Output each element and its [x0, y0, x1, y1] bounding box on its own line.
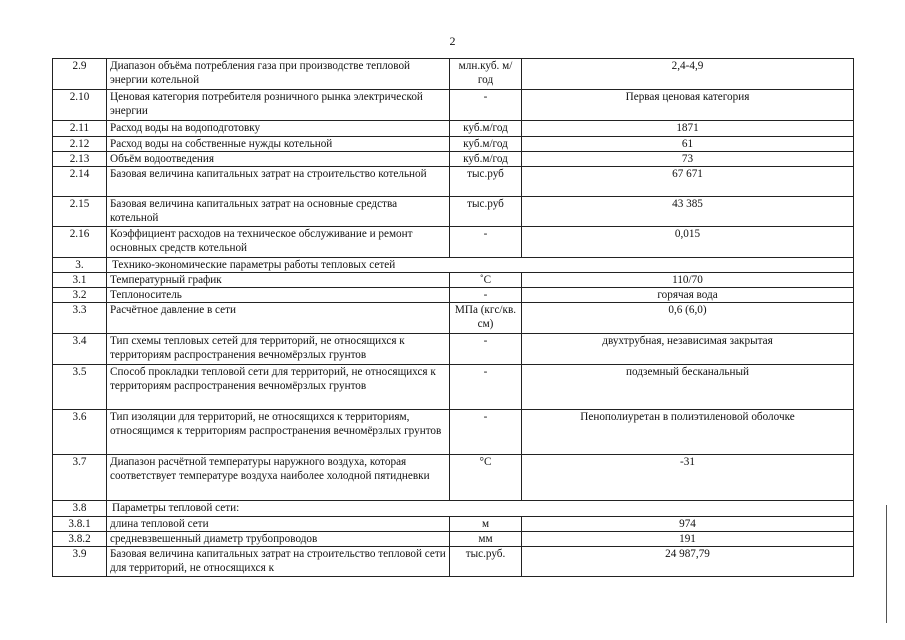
row-unit: куб.м/год — [450, 137, 522, 152]
row-number: 2.11 — [53, 121, 107, 137]
row-value: 43 385 — [522, 197, 854, 227]
row-value: 110/70 — [522, 273, 854, 288]
row-description: Расход воды на водоподготовку — [107, 121, 450, 137]
row-description: Теплоноситель — [107, 288, 450, 303]
table-row — [53, 365, 854, 410]
row-description: средневзвешенный диаметр трубопроводов — [107, 532, 450, 547]
row-number: 2.16 — [53, 227, 107, 258]
section-title: Технико-экономические параметры работы тепловых сетей — [107, 258, 854, 273]
row-description: Температурный график — [107, 273, 450, 288]
row-number: 3.1 — [53, 273, 107, 288]
row-number: 3.9 — [53, 547, 107, 577]
row-unit: - — [450, 288, 522, 303]
row-value: Первая ценовая категория — [522, 90, 854, 121]
row-description: Ценовая категория потребителя розничного рынка электрической энергии — [107, 90, 450, 121]
row-number: 2.9 — [53, 59, 107, 90]
row-value: -31 — [522, 455, 854, 501]
row-value: 974 — [522, 517, 854, 532]
row-value: 191 — [522, 532, 854, 547]
row-value: подземный бесканальный — [522, 365, 854, 410]
row-unit: ˚С — [450, 273, 522, 288]
row-value: 61 — [522, 137, 854, 152]
row-description: Диапазон объёма потребления газа при производстве тепловой энергии котельной — [107, 59, 450, 90]
section-title: Параметры тепловой сети: — [107, 501, 854, 517]
table-body — [53, 59, 854, 577]
row-description: Тип схемы тепловых сетей для территорий, не относящихся к территориям распространения вечномёрзлых грунтов — [107, 334, 450, 365]
row-number: 2.14 — [53, 167, 107, 197]
table-row — [53, 334, 854, 365]
row-value: 2,4-4,9 — [522, 59, 854, 90]
row-unit: тыс.руб — [450, 197, 522, 227]
parameters-table — [52, 58, 854, 577]
section-row — [53, 258, 854, 273]
row-number: 3. — [53, 258, 107, 273]
row-number: 2.10 — [53, 90, 107, 121]
row-description: Расход воды на собственные нужды котельной — [107, 137, 450, 152]
table-row — [53, 197, 854, 227]
row-unit: - — [450, 227, 522, 258]
row-unit: - — [450, 365, 522, 410]
row-description: Тип изоляции для территорий, не относящихся к территориям, относящимся к территориям распространения вечномёрзлых грунтов — [107, 410, 450, 455]
row-unit: - — [450, 410, 522, 455]
section-row — [53, 501, 854, 517]
row-number: 2.15 — [53, 197, 107, 227]
row-description: Расчётное давление в сети — [107, 303, 450, 334]
row-number: 3.8.1 — [53, 517, 107, 532]
row-unit: - — [450, 90, 522, 121]
row-unit: °С — [450, 455, 522, 501]
table-row — [53, 455, 854, 501]
row-description: Базовая величина капитальных затрат на строительство котельной — [107, 167, 450, 197]
row-number: 2.12 — [53, 137, 107, 152]
table-row — [53, 121, 854, 137]
row-description: Диапазон расчётной температуры наружного воздуха, которая соответствует температуре воздуха наиболее холодной пятидневки — [107, 455, 450, 501]
row-unit: тыс.руб — [450, 167, 522, 197]
row-number: 3.5 — [53, 365, 107, 410]
row-number: 3.8.2 — [53, 532, 107, 547]
row-value: 0,6 (6,0) — [522, 303, 854, 334]
table-row — [53, 59, 854, 90]
row-value: двухтрубная, независимая закрытая — [522, 334, 854, 365]
table-row — [53, 532, 854, 547]
row-number: 2.13 — [53, 152, 107, 167]
scan-margin-line — [886, 505, 887, 623]
row-description: Коэффициент расходов на техническое обслуживание и ремонт основных средств котельной — [107, 227, 450, 258]
row-unit: куб.м/год — [450, 121, 522, 137]
table-row — [53, 152, 854, 167]
row-unit: м — [450, 517, 522, 532]
row-unit: мм — [450, 532, 522, 547]
row-description: Базовая величина капитальных затрат на основные средства котельной — [107, 197, 450, 227]
table-row — [53, 137, 854, 152]
row-description: Базовая величина капитальных затрат на строительство тепловой сети для территорий, не относящихся к — [107, 547, 450, 577]
row-unit: куб.м/год — [450, 152, 522, 167]
table-row — [53, 273, 854, 288]
table-row — [53, 90, 854, 121]
row-unit: МПа (кгс/кв. см) — [450, 303, 522, 334]
row-value: 67 671 — [522, 167, 854, 197]
row-number: 3.7 — [53, 455, 107, 501]
table-row — [53, 303, 854, 334]
row-value: 1871 — [522, 121, 854, 137]
row-value: горячая вода — [522, 288, 854, 303]
table-row — [53, 517, 854, 532]
table-row — [53, 547, 854, 577]
row-number: 3.6 — [53, 410, 107, 455]
row-value: Пенополиуретан в полиэтиленовой оболочке — [522, 410, 854, 455]
row-description: Объём водоотведения — [107, 152, 450, 167]
row-value: 73 — [522, 152, 854, 167]
row-description: длина тепловой сети — [107, 517, 450, 532]
page-number: 2 — [449, 34, 456, 48]
table-row — [53, 227, 854, 258]
row-unit: тыс.руб. — [450, 547, 522, 577]
row-number: 3.2 — [53, 288, 107, 303]
row-number: 3.4 — [53, 334, 107, 365]
row-description: Способ прокладки тепловой сети для территорий, не относящихся к территориям распространения вечномёрзлых грунтов — [107, 365, 450, 410]
row-value: 0,015 — [522, 227, 854, 258]
table-row — [53, 167, 854, 197]
table-row — [53, 288, 854, 303]
row-number: 3.8 — [53, 501, 107, 517]
table-row — [53, 410, 854, 455]
row-unit: млн.куб. м/ год — [450, 59, 522, 90]
row-unit: - — [450, 334, 522, 365]
row-number: 3.3 — [53, 303, 107, 334]
row-value: 24 987,79 — [522, 547, 854, 577]
